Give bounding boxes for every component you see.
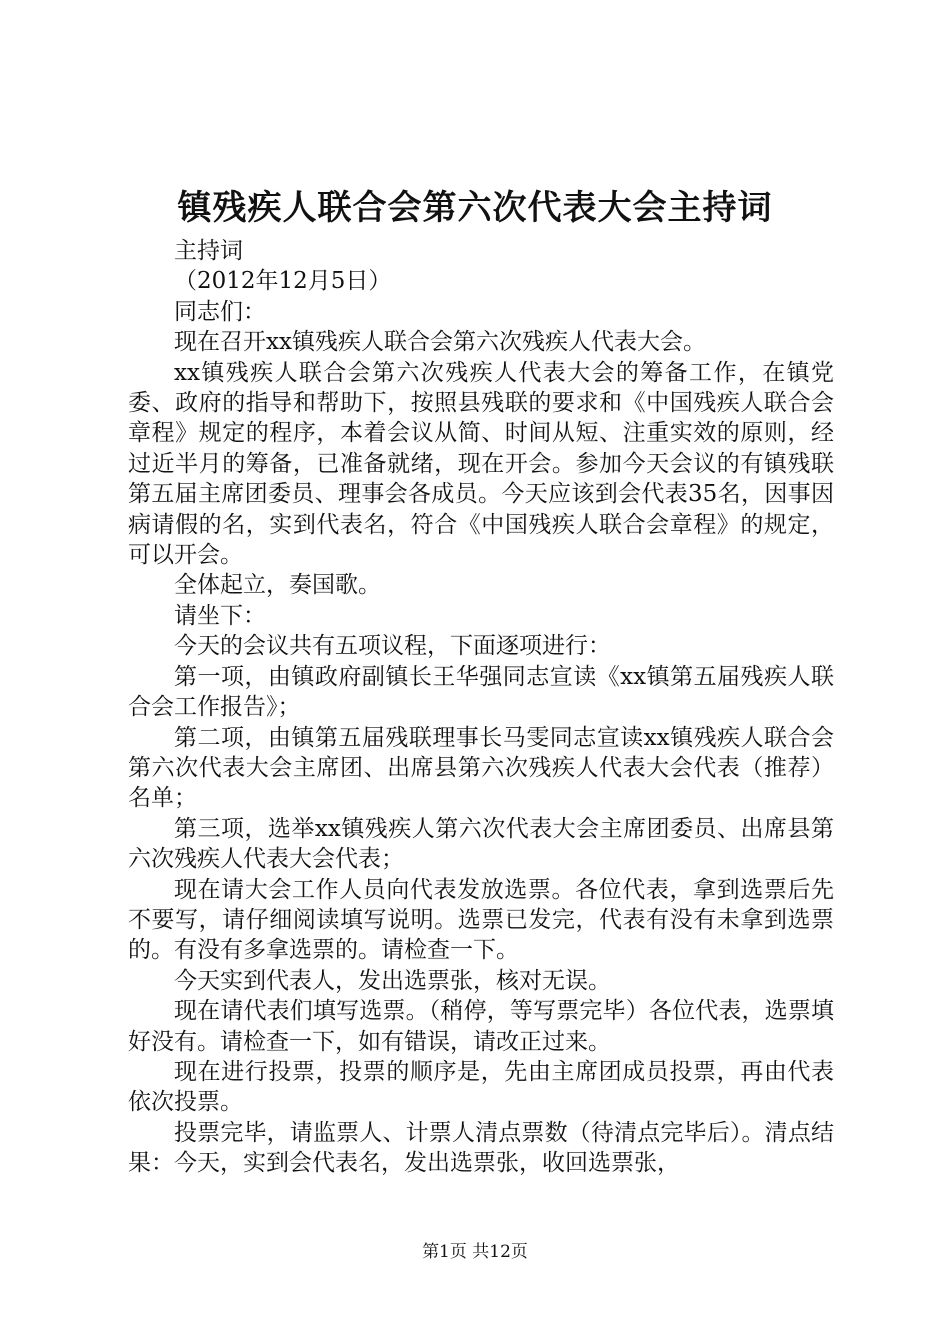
paragraph: 同志们： (174, 298, 266, 325)
paragraph: 第二项，由镇第五届残联理事长马雯同志宣读xx镇残疾人联合会第六次代表大会主席团、出席县第六次残疾人代表大会代表（推荐）名单； (128, 724, 834, 812)
paragraph: 请坐下： (174, 602, 266, 629)
paragraph: 现在召开xx镇残疾人联合会第六次残疾人代表大会。 (174, 329, 706, 356)
paragraph: 第一项，由镇政府副镇长王华强同志宣读《xx镇第五届残疾人联合会工作报告》； (128, 663, 834, 721)
paragraph: 现在进行投票，投票的顺序是，先由主席团成员投票，再由代表依次投票。 (128, 1058, 834, 1116)
paragraph: 现在请代表们填写选票。（稍停，等写票完毕）各位代表，选票填好没有。请检查一下，如有错误，请改正过来。 (128, 998, 834, 1055)
paragraph: 今天的会议共有五项议程，下面逐项进行： (174, 633, 611, 660)
document-body (128, 236, 834, 1179)
paragraph: 今天实到代表人，发出选票张，核对无误。 (174, 967, 611, 994)
paragraph: xx镇残疾人联合会第六次残疾人代表大会的筹备工作，在镇党委、政府的指导和帮助下，按照县残联的要求和《中国残疾人联合会章程》规定的程序，本着会议从简、时间从短、注重实效的原则，经过近半月的筹备，已准备就绪，现在开会。参加今天会议的有镇残联第五届主席团委员、理事会各成员。今天应该到会代表35名，因事因病请假的名，实到代表名，符合《中国残疾人联合会章程》的规定，可以开会。 (128, 359, 834, 569)
page-footer: 第1页 共12页 (422, 1242, 528, 1262)
paragraph: 投票完毕，请监票人、计票人清点票数（待清点完毕后）。清点结果：今天，实到会代表名，发出选票张，收回选票张， (128, 1119, 834, 1177)
document-title: 镇残疾人联合会第六次代表大会主持词 (177, 188, 773, 228)
paragraph: 全体起立，奏国歌。 (174, 572, 381, 599)
paragraph: 主持词 (174, 238, 243, 264)
paragraph: 现在请大会工作人员向代表发放选票。各位代表，拿到选票后先不要写，请仔细阅读填写说明。选票已发完，代表有没有未拿到选票的。有没有多拿选票的。请检查一下。 (128, 876, 834, 964)
paragraph: 第三项，选举xx镇残疾人第六次代表大会主席团委员、出席县第六次残疾人代表大会代表； (128, 815, 834, 873)
paragraph: （2012年12月5日） (174, 268, 392, 295)
